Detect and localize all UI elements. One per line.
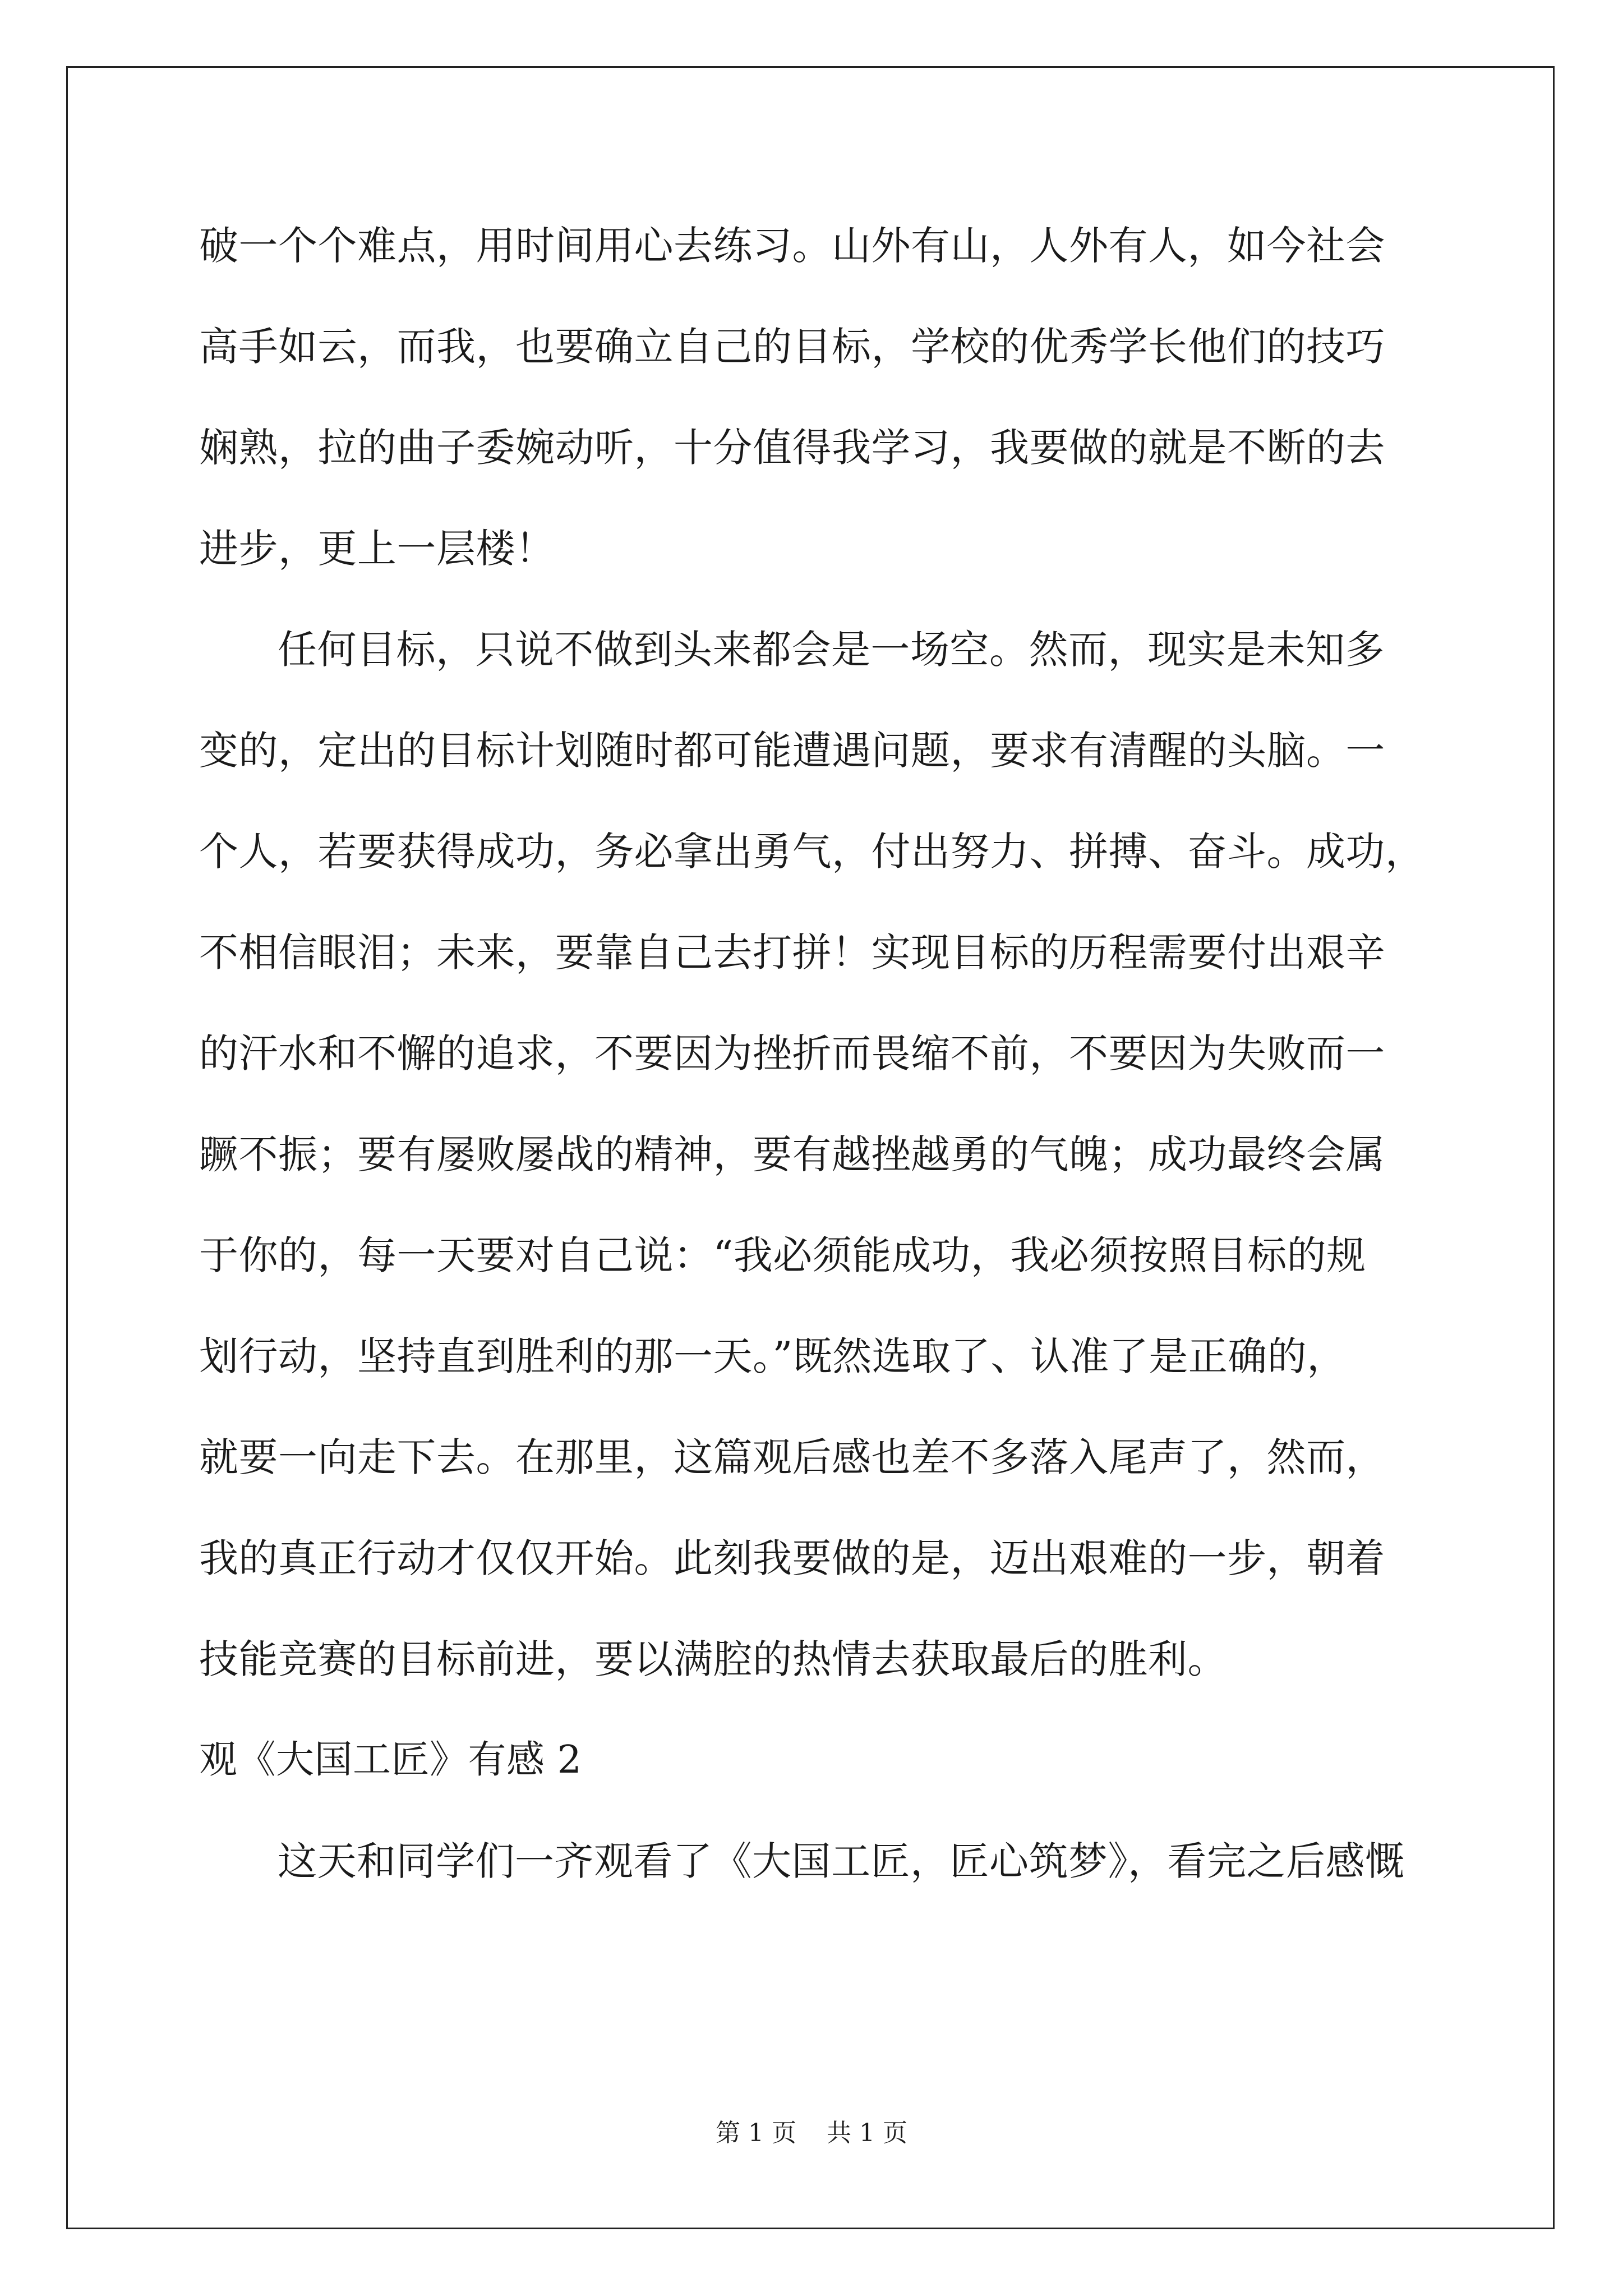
document-body: [199, 216, 1455, 1932]
body-text-line: 就要一向走下去。在那里，这篇观后感也差不多落入尾声了，然而，: [199, 1434, 1385, 1480]
page-footer: [0, 2116, 1623, 2150]
body-text-line: 技能竞赛的目标前进，要以满腔的热情去获取最后的胜利。: [199, 1636, 1227, 1682]
body-text-line: 的汗水和不懈的追求，不要因为挫折而畏缩不前，不要因为失败而一: [199, 1030, 1385, 1076]
paragraph-first-line: 这天和同学们一齐观看了《大国工匠，匠心筑梦》，看完之后感慨: [278, 1838, 1405, 1884]
body-text-line: 破一个个难点，用时间用心去练习。山外有山，人外有人，如今社会: [199, 223, 1385, 269]
body-text-line: 我的真正行动才仅仅开始。此刻我要做的是，迈出艰难的一步，朝着: [199, 1535, 1385, 1581]
body-text-line: 进步，更上一层楼！: [199, 526, 555, 572]
page-number-total: 共 1 页: [827, 2119, 907, 2147]
section-heading: 观《大国工匠》有感 2: [199, 1738, 582, 1782]
body-text-line: 变的，定出的目标计划随时都可能遭遇问题，要求有清醒的头脑。一: [199, 728, 1385, 774]
body-text-line: 不相信眼泪；未来，要靠自己去打拼！实现目标的历程需要付出艰辛: [199, 930, 1385, 976]
body-text-line: 娴熟，拉的曲子委婉动听，十分值得我学习，我要做的就是不断的去: [199, 425, 1385, 471]
paragraph-first-line: 任何目标，只说不做到头来都会是一场空。然而，现实是未知多: [278, 627, 1385, 673]
body-text-line: 高手如云，而我，也要确立自己的目标，学校的优秀学长他们的技巧: [199, 324, 1385, 370]
body-text-line: 于你的，每一天要对自己说：“我必须能成功，我必须按照目标的规: [199, 1232, 1366, 1278]
body-text-line: 个人，若要获得成功，务必拿出勇气，付出努力、拼搏、奋斗。成功，: [199, 829, 1425, 875]
page-number-current: 第 1 页: [716, 2119, 796, 2147]
body-text-line: 蹶不振；要有屡败屡战的精神，要有越挫越勇的气魄；成功最终会属: [199, 1131, 1385, 1177]
body-text-line: 划行动，坚持直到胜利的那一天。”既然选取了、认准了是正确的，: [199, 1333, 1347, 1379]
